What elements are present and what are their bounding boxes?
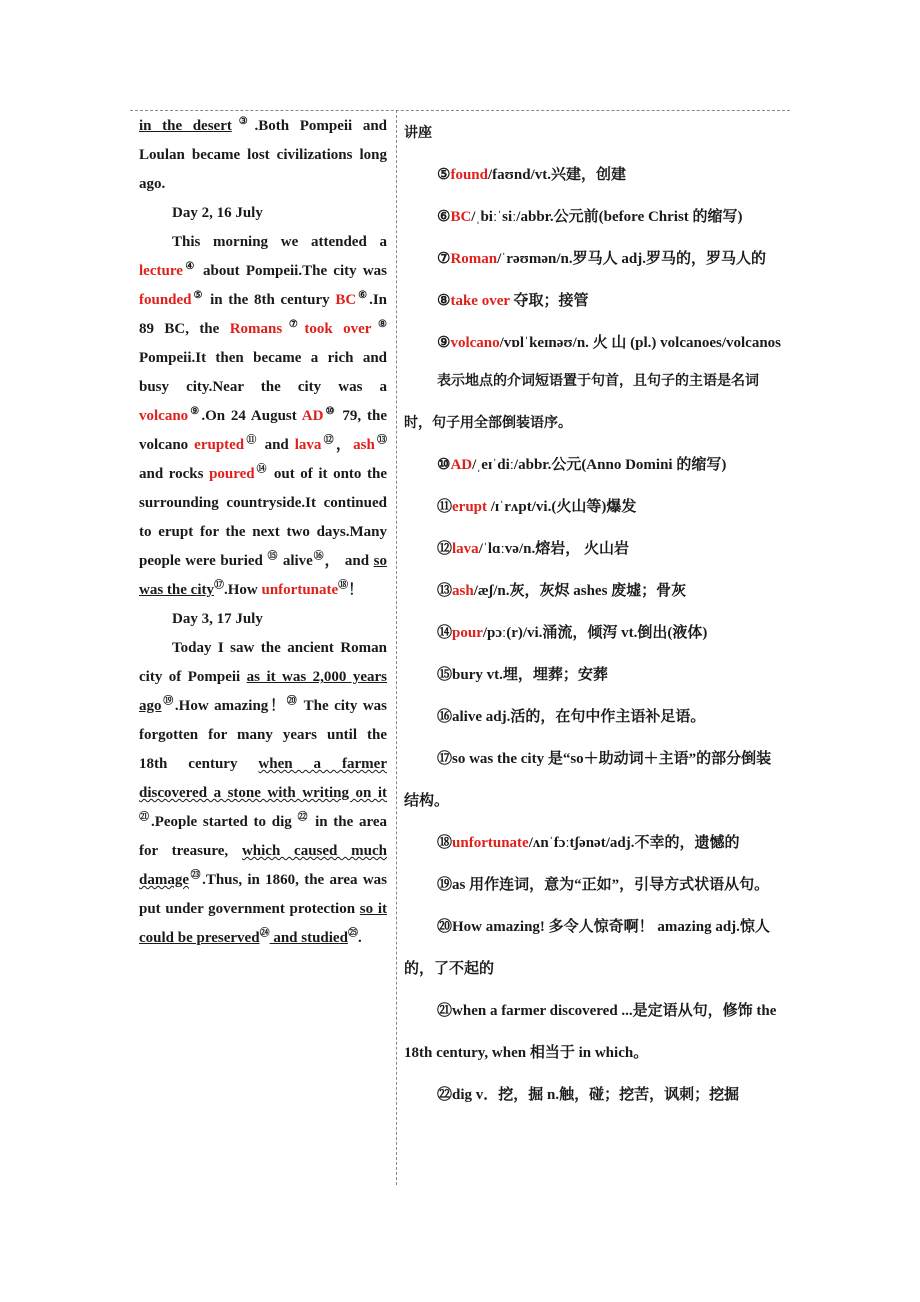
vocab-erupted: erupted xyxy=(194,437,245,453)
phrase-when-a-farmer: when a farmer discovered a stone with writing on it xyxy=(139,756,387,801)
note-number: ⑤ xyxy=(437,167,451,183)
passage-text: about Pompeii.The city was xyxy=(196,263,388,279)
note-word: take over xyxy=(450,293,510,309)
note-definition: alive adj.活的，在句中作主语补足语。 xyxy=(452,709,706,725)
passage-text: ， and xyxy=(324,553,374,569)
note-marker: ⑪ xyxy=(244,435,259,446)
passage-text: in the area for treasure, xyxy=(139,814,388,859)
phrase-and-studied: and studied xyxy=(269,930,348,946)
note-definition: /ˈlɑːvə/n.熔岩， 火山岩 xyxy=(478,541,629,557)
note-marker: ⑬ xyxy=(374,435,388,446)
note-definition: dig v．挖，掘 n.触，碰；挖苦，讽刺；挖掘 xyxy=(452,1087,740,1103)
day-3-heading: Day 3, 17 July xyxy=(172,611,263,627)
note-word: BC xyxy=(450,209,472,225)
note-20 xyxy=(404,906,782,990)
note-number: ⑫ xyxy=(437,541,453,557)
note-definition: /ɪˈrʌpt/vi.(火山等)爆发 xyxy=(487,499,637,515)
note-definition: /vɒlˈkeɪnəʊ/n. 火 山 (pl.) volcanoes/volcanos xyxy=(499,335,781,351)
vocabulary-notes xyxy=(404,112,782,1116)
passage-text: .How amazing！ xyxy=(174,698,287,714)
note-marker: ㉕ xyxy=(347,928,358,939)
note-continuation: 讲座 xyxy=(404,125,432,141)
note-marker: ⑭ xyxy=(254,464,269,475)
note-12 xyxy=(404,528,782,570)
passage-text: Pompeii.It then became a rich and busy city.Near the city was a xyxy=(139,350,387,395)
phrase-as-it-was: as it was 2,000 years ago xyxy=(139,669,388,714)
note-number: ⑬ xyxy=(437,583,453,599)
vocab-romans: Romans xyxy=(229,321,283,337)
note-number: ⑲ xyxy=(437,877,453,893)
note-21 xyxy=(404,990,782,1074)
reading-passage xyxy=(139,112,387,953)
note-word: lava xyxy=(452,541,479,557)
note-word: AD xyxy=(450,457,473,473)
note-definition: /faʊnd/vt.兴建，创建 xyxy=(487,167,627,183)
note-9 xyxy=(404,326,782,360)
passage-text: in the 8th century xyxy=(204,292,336,308)
note-5 xyxy=(404,154,782,196)
note-definition: 夺取；接管 xyxy=(509,293,589,309)
day-2-heading: Day 2, 16 July xyxy=(172,205,263,221)
note-14 xyxy=(404,612,782,654)
passage-text: out of it onto the surrounding countryside.It continued to erupt for the next two days.Many people were buried xyxy=(139,466,387,569)
note-number: ⑨ xyxy=(437,335,451,351)
note-number: ⑥ xyxy=(437,209,451,225)
note-18 xyxy=(404,822,782,864)
vocab-founded: founded xyxy=(139,292,192,308)
note-marker: ⑦ xyxy=(282,319,305,330)
note-10 xyxy=(404,444,782,486)
passage-text: .How xyxy=(224,582,262,598)
note-word: Roman xyxy=(450,251,498,267)
note-number: ⑮ xyxy=(437,667,453,683)
note-definition: /ˈrəʊmən/n.罗马人 adj.罗马的，罗马人的 xyxy=(497,251,766,267)
passage-text: This morning we attended a xyxy=(172,234,387,250)
note-marker: ⑰ xyxy=(214,580,224,591)
note-definition: How amazing! 多令人惊奇啊！ amazing adj.惊人的，了不起的 xyxy=(404,919,770,977)
passage-paragraph-2 xyxy=(139,228,387,605)
note-definition: /pɔː(r)/vi.涌流，倾泻 vt.倒出(液体) xyxy=(482,625,708,641)
vocab-volcano: volcano xyxy=(139,408,189,424)
note-definition: so was the city 是“so＋助动词＋主语”的部分倒装结构。 xyxy=(404,751,772,809)
note-7 xyxy=(404,238,782,280)
note-number: ㉑ xyxy=(437,1003,453,1019)
vocab-ad: AD xyxy=(301,408,324,424)
vocab-unfortunate: unfortunate xyxy=(261,582,339,598)
note-marker: ⑫ xyxy=(321,435,336,446)
vocab-took-over: took over xyxy=(304,321,372,337)
passage-text: alive xyxy=(278,553,313,569)
note-marker: ㉓ xyxy=(189,870,203,881)
note-marker: ⑧ xyxy=(371,319,388,330)
note-marker: ⑳ xyxy=(286,696,299,707)
passage-text: .On 24 August xyxy=(201,408,302,424)
note-number: ⑳ xyxy=(437,919,453,935)
passage-paragraph-1 xyxy=(139,112,387,199)
note-marker: ⑱ xyxy=(338,580,349,591)
passage-text: . xyxy=(357,930,362,946)
note-number: ⑱ xyxy=(437,835,453,851)
note-definition: /æʃ/n.灰，灰烬 ashes 废墟；骨灰 xyxy=(473,583,687,599)
note-number: ⑭ xyxy=(437,625,453,641)
note-15 xyxy=(404,654,782,696)
note-number: ⑩ xyxy=(437,457,451,473)
vocab-poured: poured xyxy=(209,466,255,482)
passage-text: .Thus, in 1860, the area was put under government protection xyxy=(139,872,388,917)
vocab-lava: lava xyxy=(294,437,322,453)
passage-text: The city was forgotten for many years until the 18th century xyxy=(139,698,388,772)
note-marker: ⑤ xyxy=(191,290,205,301)
passage-text: .People started to dig xyxy=(150,814,298,830)
note-19 xyxy=(404,864,782,906)
note-word: pour xyxy=(452,625,483,641)
note-definition: as 用作连词，意为“正如”，引导方式状语从句。 xyxy=(452,877,770,893)
top-divider xyxy=(130,110,790,111)
note-definition: /ˌbiːˈsiː/abbr.公元前(before Christ 的缩写) xyxy=(471,209,743,225)
note-word: ash xyxy=(452,583,474,599)
note-number: ⑯ xyxy=(437,709,453,725)
note-definition: when a farmer discovered ...是定语从句，修饰 the 18th century, when 相当于 in which。 xyxy=(404,1003,777,1061)
vocab-ash: ash xyxy=(353,437,375,453)
note-marker: ④ xyxy=(182,261,197,272)
note-number: ⑰ xyxy=(437,751,453,767)
note-marker: ㉒ xyxy=(297,812,310,823)
note-number: ⑦ xyxy=(437,251,451,267)
note-marker: ⑥ xyxy=(356,290,370,301)
note-13 xyxy=(404,570,782,612)
passage-text: and rocks xyxy=(139,466,210,482)
note-word: erupt xyxy=(452,499,488,515)
column-divider xyxy=(396,110,397,1185)
passage-text: and xyxy=(258,437,295,453)
phrase-in-the-desert: in the desert xyxy=(139,118,232,134)
phrase-so-was-the-city: so was the city xyxy=(139,553,388,598)
passage-text: .Both Pompeii and Loulan became lost civilizations long ago. xyxy=(139,118,387,192)
note-definition: /ʌnˈfɔːtʃənət/adj.不幸的，遗憾的 xyxy=(528,835,740,851)
note-marker: ⑨ xyxy=(188,406,202,417)
note-number: ⑧ xyxy=(437,293,451,309)
note-marker: ㉑ xyxy=(139,812,151,823)
note-marker: ㉔ xyxy=(259,928,270,939)
vocab-bc: BC xyxy=(335,292,357,308)
note-word: unfortunate xyxy=(452,835,529,851)
note-17 xyxy=(404,738,782,822)
note-number: ⑪ xyxy=(437,499,453,515)
phrase-so-it-could: so it could be preserved xyxy=(139,901,387,946)
phrase-which-caused: which caused much damage xyxy=(139,843,387,888)
note-definition: bury vt.埋，埋葬；安葬 xyxy=(452,667,608,683)
note-16 xyxy=(404,696,782,738)
note-number: ㉒ xyxy=(437,1087,453,1103)
note-6 xyxy=(404,196,782,238)
passage-text: ， xyxy=(335,437,354,453)
note-11 xyxy=(404,486,782,528)
passage-text: .In 89 BC, the xyxy=(139,292,387,337)
note-marker: ⑮ xyxy=(267,551,279,562)
note-marker: ⑩ xyxy=(323,406,337,417)
note-marker: ③ xyxy=(231,116,255,127)
passage-paragraph-3 xyxy=(139,634,387,953)
passage-text: Today I saw the ancient Roman city of Pompeii xyxy=(139,640,387,685)
note-9-grammar: 表示地点的介词短语置于句首，且句子的主语是名词时，句子用全部倒装语序。 xyxy=(404,373,759,431)
note-word: volcano xyxy=(450,335,500,351)
passage-text: 79, the volcano xyxy=(139,408,388,453)
note-22 xyxy=(404,1074,782,1116)
note-word: found xyxy=(450,167,488,183)
note-definition: /ˌeɪˈdiː/abbr.公元(Anno Domini 的缩写) xyxy=(472,457,727,473)
note-marker: ⑲ xyxy=(161,696,175,707)
vocab-lecture: lecture xyxy=(139,263,183,279)
note-8 xyxy=(404,280,782,322)
passage-text: ！ xyxy=(348,582,364,598)
note-marker: ⑯ xyxy=(312,551,325,562)
